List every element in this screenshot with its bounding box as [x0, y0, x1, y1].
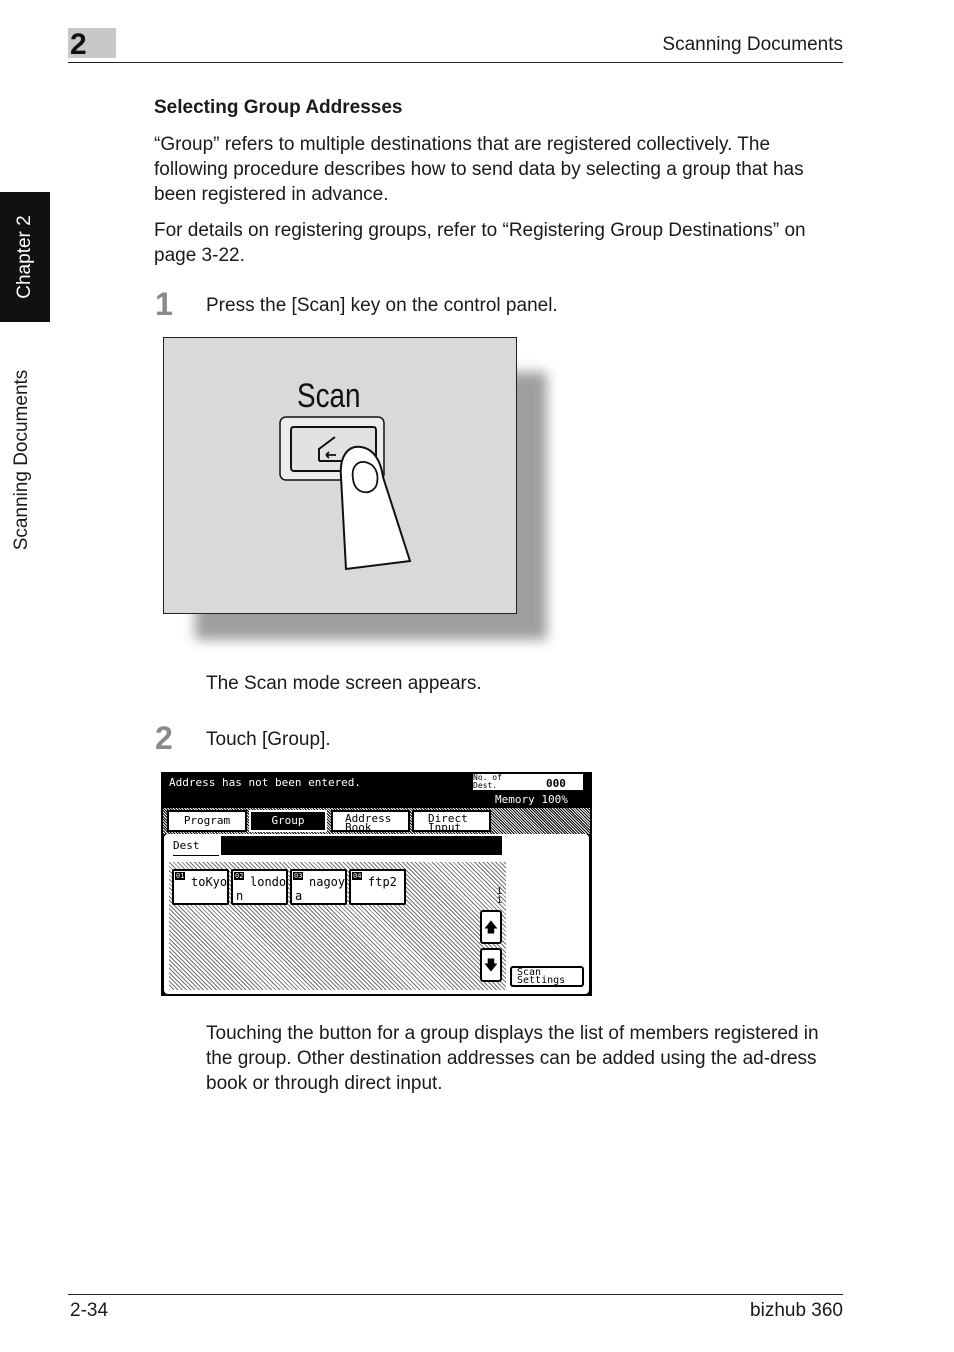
step-2-number: 2 [155, 720, 173, 756]
group-name: ftp2 [368, 875, 397, 889]
scroll-down-button[interactable] [480, 948, 502, 982]
header-rule [68, 62, 843, 63]
details-paragraph: For details on registering groups, refer to “Registering Group Destinations” on page 3-22. [154, 220, 806, 266]
group-name-continuation: a [295, 889, 303, 903]
up-arrow-icon: 🡅 [483, 919, 499, 935]
dest-field [221, 836, 502, 855]
tab-group[interactable]: Group [249, 810, 327, 832]
step-2-result: Touching the button for a group displays the list of members registered in the group. Other destination addresses can be added using the ad-dress book or through direct input. [206, 1023, 819, 1094]
side-tab-section-label: Scanning Documents [11, 369, 32, 551]
section-heading: Selecting Group Addresses [154, 97, 403, 118]
group-name: londo [250, 875, 287, 889]
memory-indicator: Memory 100% [495, 793, 568, 806]
group-number: 01 [176, 872, 185, 880]
scroll-up-button[interactable] [480, 910, 502, 944]
group-name: toKyo [191, 875, 228, 889]
down-arrow-icon: 🡇 [483, 957, 499, 973]
scan-key-label: Scan [297, 377, 361, 415]
group-number: 02 [235, 872, 244, 880]
intro-paragraph: “Group” refers to multiple destinations that are registered collectively. The following procedure describes how to send data by selecting a group that has been registered in advance. [154, 134, 804, 205]
group-name-continuation: n [236, 889, 244, 903]
tab-program[interactable]: Program [167, 810, 247, 832]
footer-rule [68, 1294, 843, 1295]
group-name: nagoy [309, 875, 346, 889]
step-1-result: The Scan mode screen appears. [206, 673, 482, 694]
group-number: 03 [294, 872, 303, 880]
side-tab-chapter-label: Chapter 2 [14, 215, 35, 299]
group-button-nagoya[interactable] [290, 869, 347, 905]
footer-product-name: bizhub 360 [750, 1300, 843, 1321]
dest-label: Dest [173, 839, 200, 852]
running-header-title: Scanning Documents [662, 34, 843, 55]
group-number: 04 [353, 872, 362, 880]
tab-direct-input[interactable]: Direct Input [412, 810, 491, 832]
step-1-number: 1 [155, 286, 173, 322]
dest-count-value: 000 [546, 777, 566, 790]
status-message: Address has not been entered. [169, 776, 362, 789]
scan-mode-touch-screen [161, 772, 592, 996]
footer-page-number: 2-34 [70, 1300, 109, 1321]
group-button-london[interactable] [231, 869, 288, 905]
page-indicator: 1 1 [496, 887, 502, 906]
step-1-instruction: Press the [Scan] key on the control panel. [206, 295, 558, 316]
group-button-tokyo[interactable] [172, 869, 229, 905]
group-button-ftp2[interactable] [349, 869, 406, 905]
tab-address-book[interactable]: Address Book [331, 810, 410, 832]
chapter-number: 2 [70, 28, 87, 61]
step-2-instruction: Touch [Group]. [206, 729, 331, 750]
dest-count-label: No. of Dest. [473, 773, 502, 790]
scan-settings-button[interactable]: Scan Settings [510, 966, 584, 987]
finger-pressing-scan-key-icon [163, 337, 517, 614]
dest-underline [173, 855, 219, 856]
